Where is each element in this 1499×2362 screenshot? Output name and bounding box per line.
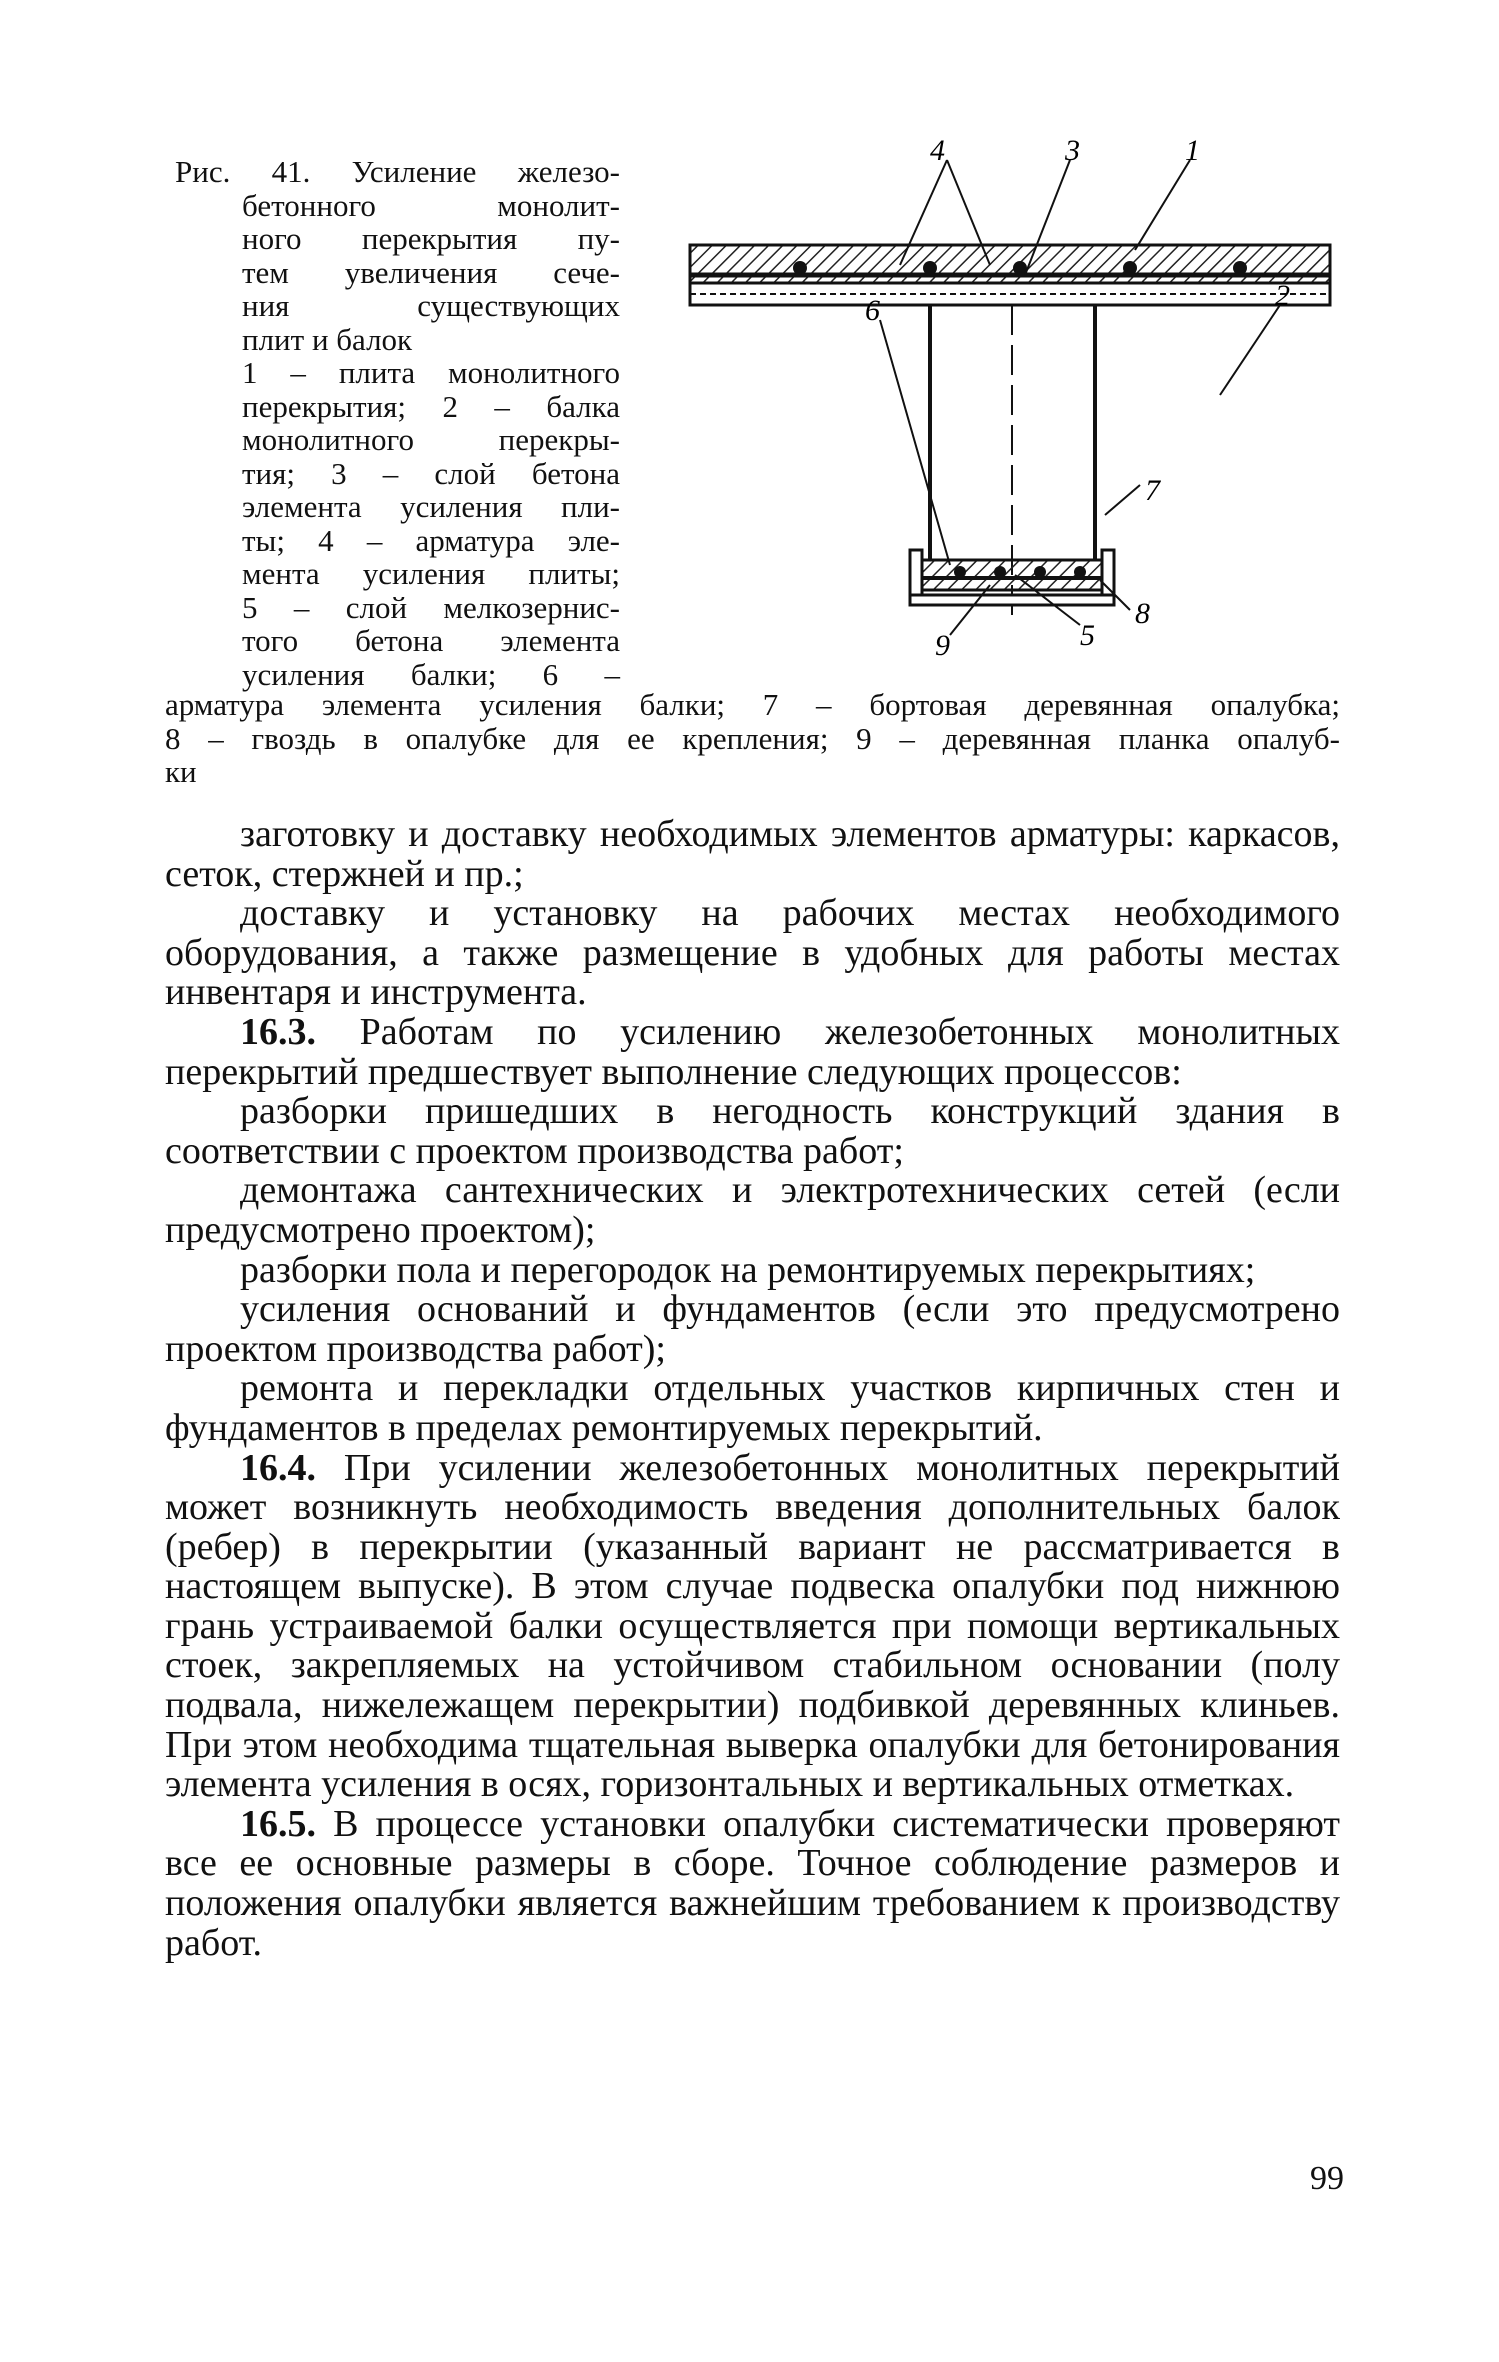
label-1: 1 (1185, 134, 1200, 167)
legend-line: ты; 4 – арматура эле- (242, 522, 620, 558)
paragraph-16-5 (165, 1802, 1340, 1964)
paragraph: разборки пола и перегородок на ремонтируемых перекрытиях; (240, 1248, 1256, 1291)
legend-line: перекрытия; 2 – балка (242, 388, 620, 424)
caption-line: бетонного монолит- (242, 187, 620, 223)
caption-line: Рис. 41. Усиление железо- (175, 154, 620, 189)
paragraph-text: Работам по усилению железобетонных монолитных перекрытий предшествует выполнение следующих процессов: (165, 1010, 1340, 1093)
label-2: 2 (1275, 279, 1290, 312)
legend-line: 1 – плита монолитного (242, 355, 620, 390)
label-7: 7 (1145, 474, 1160, 507)
paragraph-16-3 (165, 1010, 1340, 1093)
legend-line: арматура элемента усиления балки; 7 – бортовая деревянная опалубка; (165, 687, 1340, 722)
reinforcement-diagram (660, 134, 1360, 675)
paragraph: усиления оснований и фундаментов (если это предусмотрено проектом производства работ); (165, 1288, 1340, 1370)
legend-line: ки (165, 754, 197, 789)
legend-line: монолитного перекры- (242, 422, 620, 457)
legend-line: усиления балки; 6 – (242, 656, 620, 692)
section-number: 16.5. (240, 1802, 316, 1845)
formwork-plank (910, 595, 1114, 605)
legend-line: элемента усиления пли- (242, 489, 620, 524)
legend-line: 5 – слой мелкозернис- (242, 589, 620, 625)
caption-line: тем увеличения сече- (242, 254, 620, 290)
paragraph: разборки пришедших в негодность конструкций здания в соответствии с проектом производства работ; (165, 1090, 1340, 1172)
section-number: 16.4. (240, 1446, 316, 1489)
figure-legend-continued (165, 688, 1340, 789)
caption-line: ного перекрытия пу- (242, 221, 620, 256)
paragraph: ремонта и перекладки отдельных участков кирпичных стен и фундаментов в пределах ремонтируемых перекрытий. (165, 1367, 1340, 1449)
label-9: 9 (935, 629, 950, 662)
legend-line: мента усиления плиты; (242, 556, 620, 591)
main-text (165, 815, 1340, 1963)
figure-caption (175, 155, 620, 691)
label-5: 5 (1080, 619, 1095, 652)
label-8: 8 (1135, 597, 1150, 630)
paragraph-text: В процессе установки опалубки систематически проверяют все ее основные размеры в сборе. Точное соблюдение размеров и положения опалубки является важнейшим требованием к производству работ. (165, 1802, 1340, 1964)
paragraph-16-4 (165, 1446, 1340, 1806)
label-6: 6 (865, 294, 880, 327)
paragraph: доставку и установку на рабочих местах необходимого оборудования, а также размещение в удобных для работы местах инвентаря и инструмента. (165, 892, 1340, 1014)
legend-line: 8 – гвоздь в опалубке для ее крепления; 9 – деревянная планка опалуб- (165, 720, 1340, 756)
page-number: 99 (1310, 2160, 1344, 2197)
legend-line: тия; 3 – слой бетона (242, 455, 620, 491)
paragraph-text: При усилении железобетонных монолитных перекрытий может возникнуть необходимость введения дополнительных балок (ребер) в перекрытии (указанный вариант не рассматривается в настоящем выпуске). В этом случае подвеска опалубки под нижнюю грань устраиваемой балки осуществляется при помощи вертикальных стоек, закрепляемых на устойчивом стабильном основании (полу подвала, нижележащем перекрытии) подбивкой деревянных клиньев. При этом необходима тщательная выверка опалубки для бетонирования элемента усиления в осях, горизонтальных и вертикальных отметках. (165, 1446, 1340, 1806)
legend-line: того бетона элемента (242, 623, 620, 658)
paragraph: демонтажа сантехнических и электротехнических сетей (если предусмотрено проектом); (165, 1169, 1340, 1251)
side-formwork-left (910, 550, 922, 595)
paragraph: заготовку и доставку необходимых элементов арматуры: каркасов, сеток, стержней и пр.; (165, 813, 1340, 895)
caption-line: плит и балок (242, 321, 413, 357)
label-4: 4 (930, 134, 945, 167)
label-3: 3 (1065, 134, 1080, 167)
caption-line: ния существующих (242, 288, 620, 323)
section-number: 16.3. (240, 1010, 316, 1053)
